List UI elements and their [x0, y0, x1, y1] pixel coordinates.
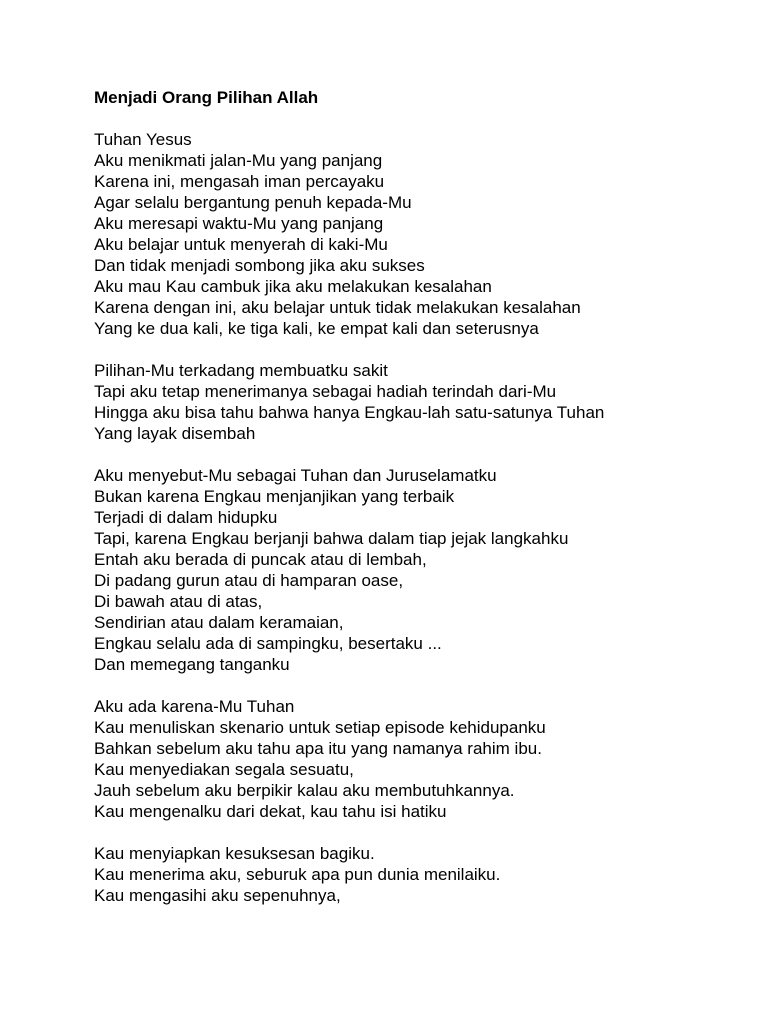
poem-line: Sendirian atau dalam keramaian, [94, 613, 344, 632]
poem-line: Aku mau Kau cambuk jika aku melakukan kesalahan [94, 277, 492, 296]
poem-line: Tapi aku tetap menerimanya sebagai hadiah terindah dari-Mu [94, 382, 557, 401]
poem-line: Kau menuliskan skenario untuk setiap episode kehidupanku [94, 718, 546, 737]
poem-line: Dan tidak menjadi sombong jika aku sukses [94, 256, 425, 275]
poem-line: Bukan karena Engkau menjanjikan yang terbaik [94, 487, 455, 506]
poem-line: Kau menerima aku, seburuk apa pun dunia menilaiku. [94, 865, 501, 884]
poem-line: Jauh sebelum aku berpikir kalau aku membutuhkannya. [94, 781, 515, 800]
poem-line: Aku meresapi waktu-Mu yang panjang [94, 214, 384, 233]
poem-line: Karena ini, mengasah iman percayaku [94, 172, 385, 191]
poem-line: Tuhan Yesus [94, 130, 192, 149]
poem-line: Entah aku berada di puncak atau di lembah, [94, 550, 427, 569]
poem-line: Terjadi di dalam hidupku [94, 508, 278, 527]
poem-line: Bahkan sebelum aku tahu apa itu yang namanya rahim ibu. [94, 739, 542, 758]
poem-line: Kau menyiapkan kesuksesan bagiku. [94, 844, 375, 863]
poem-line: Yang layak disembah [94, 424, 256, 443]
poem-line: Engkau selalu ada di sampingku, besertaku ... [94, 634, 442, 653]
poem-line: Pilihan-Mu terkadang membuatku sakit [94, 361, 388, 380]
poem-line: Karena dengan ini, aku belajar untuk tidak melakukan kesalahan [94, 298, 581, 317]
poem-line: Kau menyediakan segala sesuatu, [94, 760, 354, 779]
poem-line: Aku ada karena-Mu Tuhan [94, 697, 295, 716]
poem-line: Tapi, karena Engkau berjanji bahwa dalam tiap jejak langkahku [94, 529, 569, 548]
poem-line: Aku belajar untuk menyerah di kaki-Mu [94, 235, 388, 254]
poem-line: Di padang gurun atau di hamparan oase, [94, 571, 404, 590]
document-title: Menjadi Orang Pilihan Allah [94, 88, 319, 107]
poem-line: Agar selalu bergantung penuh kepada-Mu [94, 193, 412, 212]
poem-line: Kau mengasihi aku sepenuhnya, [94, 886, 341, 905]
poem-line: Aku menikmati jalan-Mu yang panjang [94, 151, 383, 170]
poem-line: Hingga aku bisa tahu bahwa hanya Engkau-lah satu-satunya Tuhan [94, 403, 605, 422]
poem-line: Yang ke dua kali, ke tiga kali, ke empat kali dan seterusnya [94, 319, 539, 338]
poem-line: Aku menyebut-Mu sebagai Tuhan dan Juruselamatku [94, 466, 497, 485]
poem-line: Dan memegang tanganku [94, 655, 290, 674]
poem-line: Di bawah atau di atas, [94, 592, 263, 611]
poem-line: Kau mengenalku dari dekat, kau tahu isi hatiku [94, 802, 447, 821]
